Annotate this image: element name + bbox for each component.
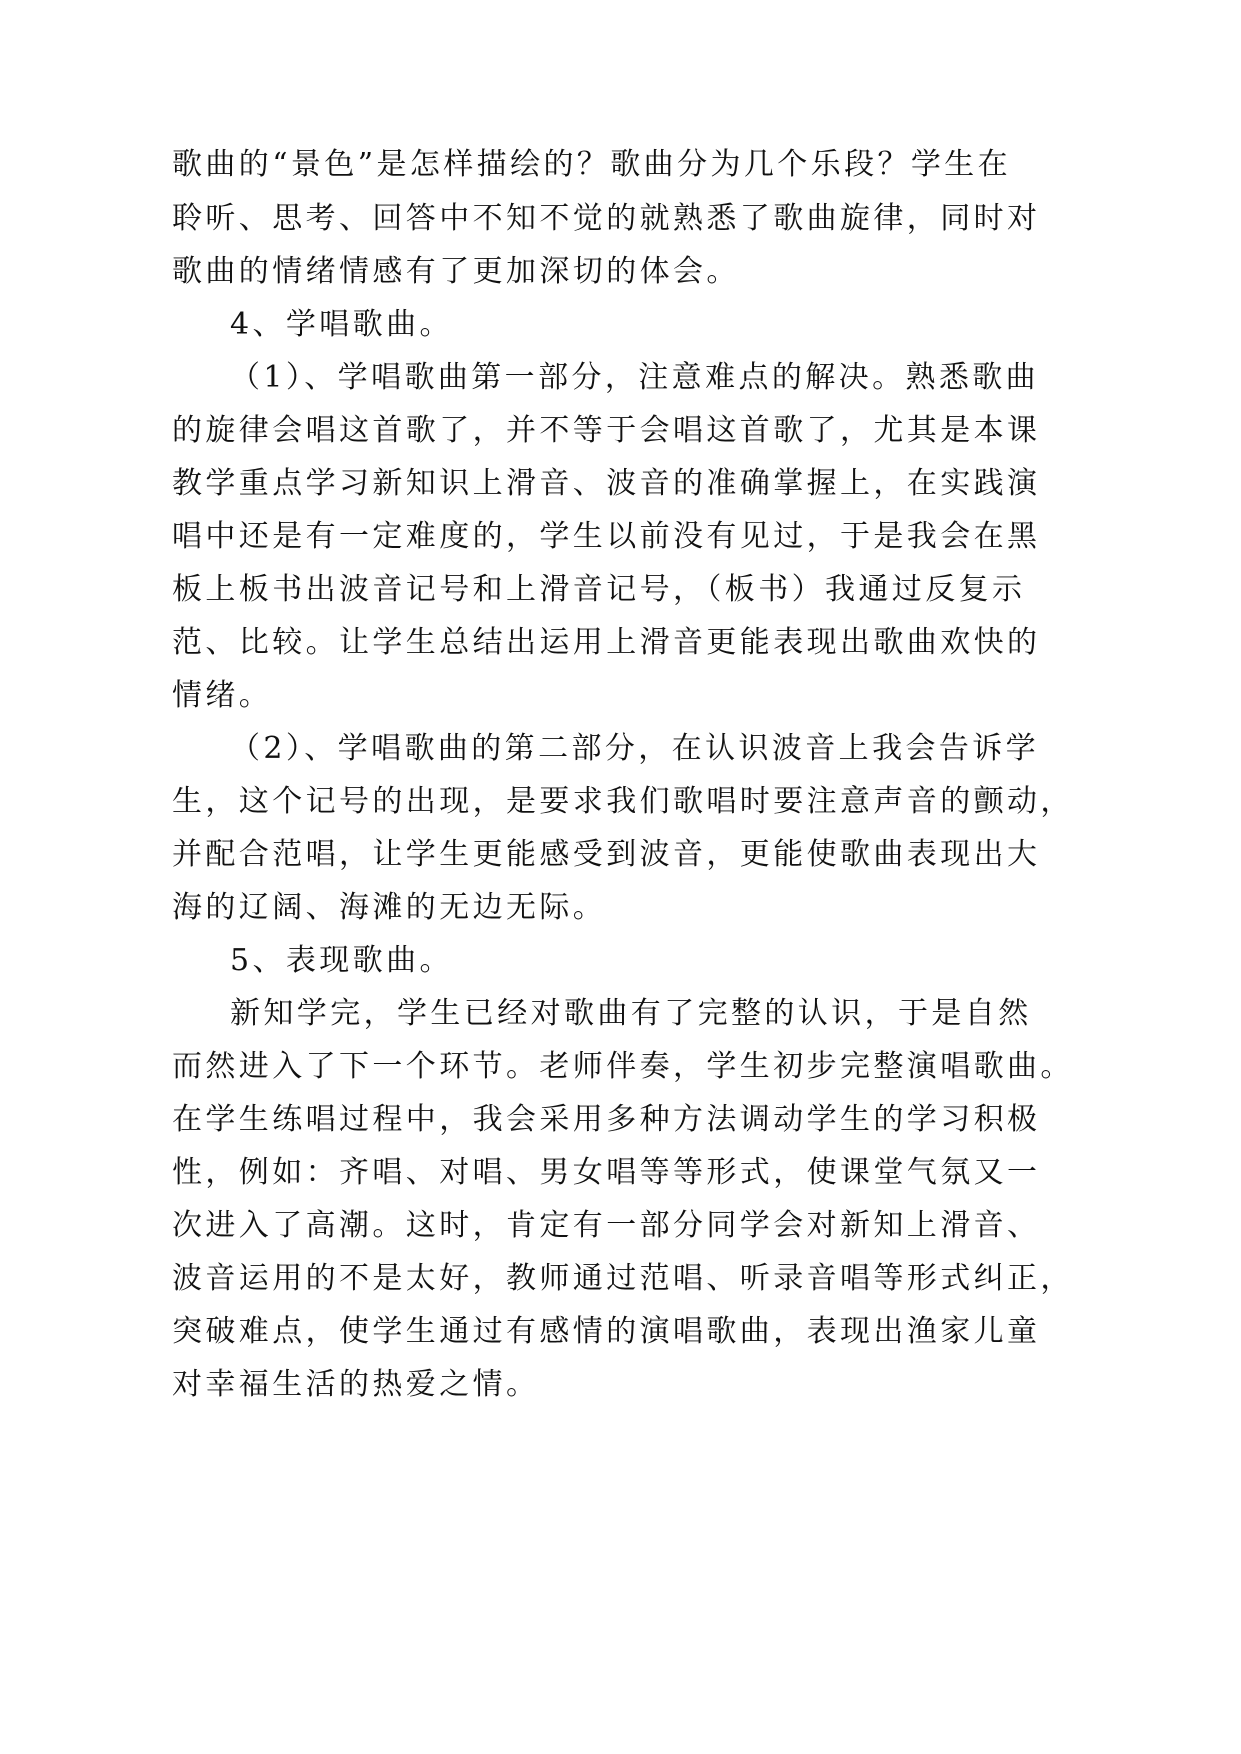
- text-line: 歌曲的情绪情感有了更加深切的体会。: [172, 254, 740, 289]
- text-line: 范、比较。让学生总结出运用上滑音更能表现出歌曲欢快的: [172, 625, 1041, 660]
- text-line: 而然进入了下一个环节。老师伴奏，学生初步完整演唱歌曲。: [172, 1049, 1074, 1084]
- text-line: 海的辽阔、海滩的无边无际。: [172, 890, 607, 925]
- text-line: 新知学完，学生已经对歌曲有了完整的认识，于是自然: [230, 996, 1032, 1031]
- text-line: 的旋律会唱这首歌了，并不等于会唱这首歌了，尤其是本课: [172, 413, 1041, 448]
- text-line: 板上板书出波音记号和上滑音记号，（板书）我通过反复示: [172, 572, 1026, 607]
- text-line: 唱中还是有一定难度的，学生以前没有见过，于是我会在黑: [172, 519, 1041, 554]
- text-line: 突破难点，使学生通过有感情的演唱歌曲，表现出渔家儿童: [172, 1314, 1041, 1349]
- text-line: 教学重点学习新知识上滑音、波音的准确掌握上，在实践演: [172, 466, 1041, 501]
- text-line: 生，这个记号的出现，是要求我们歌唱时要注意声音的颤动，: [172, 784, 1074, 819]
- text-line: 4、学唱歌曲。: [230, 307, 453, 342]
- text-line: （1）、学唱歌曲第一部分，注意难点的解决。熟悉歌曲: [230, 360, 1040, 395]
- text-line: 在学生练唱过程中，我会采用多种方法调动学生的学习积极: [172, 1102, 1041, 1137]
- text-line: 5、表现歌曲。: [230, 943, 453, 978]
- text-line: 歌曲的“景色”是怎样描绘的？歌曲分为几个乐段？学生在: [172, 147, 1012, 182]
- text-line: 对幸福生活的热爱之情。: [172, 1367, 540, 1402]
- text-line: 并配合范唱，让学生更能感受到波音，更能使歌曲表现出大: [172, 837, 1041, 872]
- text-line: 性，例如：齐唱、对唱、男女唱等等形式，使课堂气氛又一: [172, 1155, 1041, 1190]
- text-line: （2）、学唱歌曲的第二部分，在认识波音上我会告诉学: [230, 731, 1040, 766]
- text-line: 次进入了高潮。这时，肯定有一部分同学会对新知上滑音、: [172, 1208, 1041, 1243]
- text-line: 聆听、思考、回答中不知不觉的就熟悉了歌曲旋律，同时对: [172, 201, 1041, 236]
- text-line: 情绪。: [172, 678, 273, 713]
- text-line: 波音运用的不是太好，教师通过范唱、听录音唱等形式纠正，: [172, 1261, 1074, 1296]
